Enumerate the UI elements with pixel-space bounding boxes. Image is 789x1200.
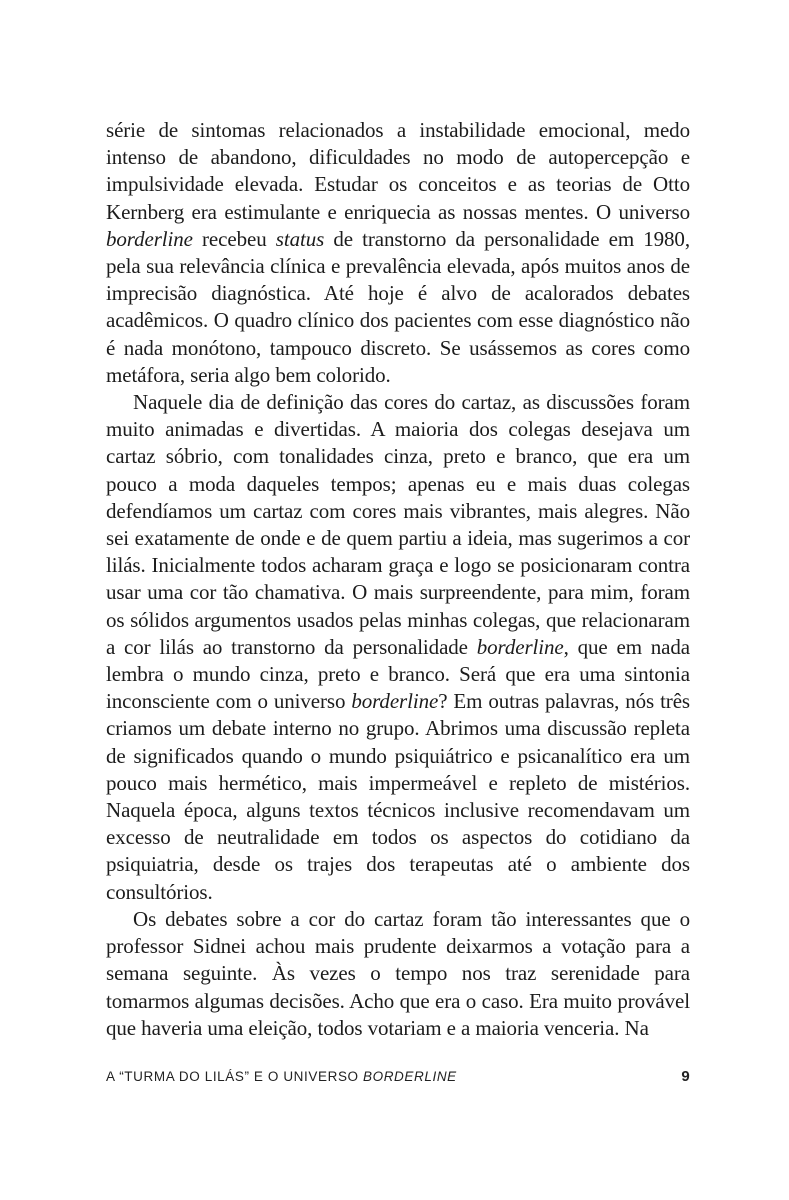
emphasis-borderline: borderline (106, 226, 193, 251)
emphasis-status: status (275, 226, 325, 251)
emphasis-borderline: borderline (351, 689, 439, 714)
emphasis-borderline: borderline (476, 634, 564, 659)
running-title (106, 1069, 457, 1084)
text-column (106, 117, 690, 1042)
paragraph-2 (106, 389, 690, 906)
running-footer (106, 1068, 690, 1085)
text-run: ? Em outras palavras, nós três criamos um debate interno no grupo. Abrimos uma discussão repleta de significados quando o mundo psiquiátrico e psicanalítico era um pouco mais hermético, mais impermeável e repleto de mistérios. Naquela época, alguns textos técnicos inclusive recomendavam um excesso de neutralidade em todos os aspectos do cotidiano da psiquiatria, desde os trajes dos terapeutas até o ambiente dos consultórios. (106, 689, 690, 904)
running-title-borderline: BORDERLINE (363, 1069, 457, 1084)
paragraph-1 (106, 117, 690, 389)
text-run: Naquele dia de definição das cores do cartaz, as discussões foram muito animadas e divertidas. A maioria dos colegas desejava um cartaz sóbrio, com tonalidades cinza, preto e branco, que era um pouco a moda daqueles tempos; apenas eu e mais duas colegas defendíamos um cartaz com cores mais vibrantes, mais alegres. Não sei exatamente de onde e de quem partiu a ideia, mas sugerimos a cor lilás. Inicialmente todos acharam graça e logo se posicionaram contra usar uma cor tão chamativa. O mais surpreendente, para mim, foram os sólidos argumentos usados pelas minhas colegas, que relacionaram a cor lilás ao transtorno da personalidade (106, 390, 690, 659)
text-run: de transtorno da personalidade em 1980, pela sua relevância clínica e prevalência elevada, após muitos anos de imprecisão diagnóstica. Até hoje é alvo de acalorados debates acadêmicos. O quadro clínico dos pacientes com esse diagnóstico não é nada monótono, tampouco discreto. Se usássemos as cores como metáfora, seria algo bem colorido. (106, 226, 690, 387)
text-run: Os debates sobre a cor do cartaz foram tão interessantes que o professor Sidnei achou mais prudente deixarmos a votação para a semana seguinte. Às vezes o tempo nos traz serenidade para tomarmos algumas decisões. Acho que era o caso. Era muito provável que haveria uma eleição, todos votariam e a maioria venceria. Na (106, 906, 690, 1040)
text-run: , que em nada lembra o mundo cinza, preto e branco. Será que era uma sintonia inconsciente com o universo (106, 634, 690, 714)
page-number: 9 (681, 1068, 690, 1085)
paragraph-3 (106, 906, 690, 1042)
text-run: série de sintomas relacionados a instabilidade emocional, medo intenso de abandono, dificuldades no modo de autopercepção e impulsividade elevada. Estudar os conceitos e as teorias de Otto Kernberg era estimulante e enriquecia as nossas mentes. O universo (106, 118, 690, 224)
running-title-text: A “TURMA DO LILÁS” E O UNIVERSO (106, 1069, 363, 1084)
text-run: recebeu (192, 226, 276, 251)
